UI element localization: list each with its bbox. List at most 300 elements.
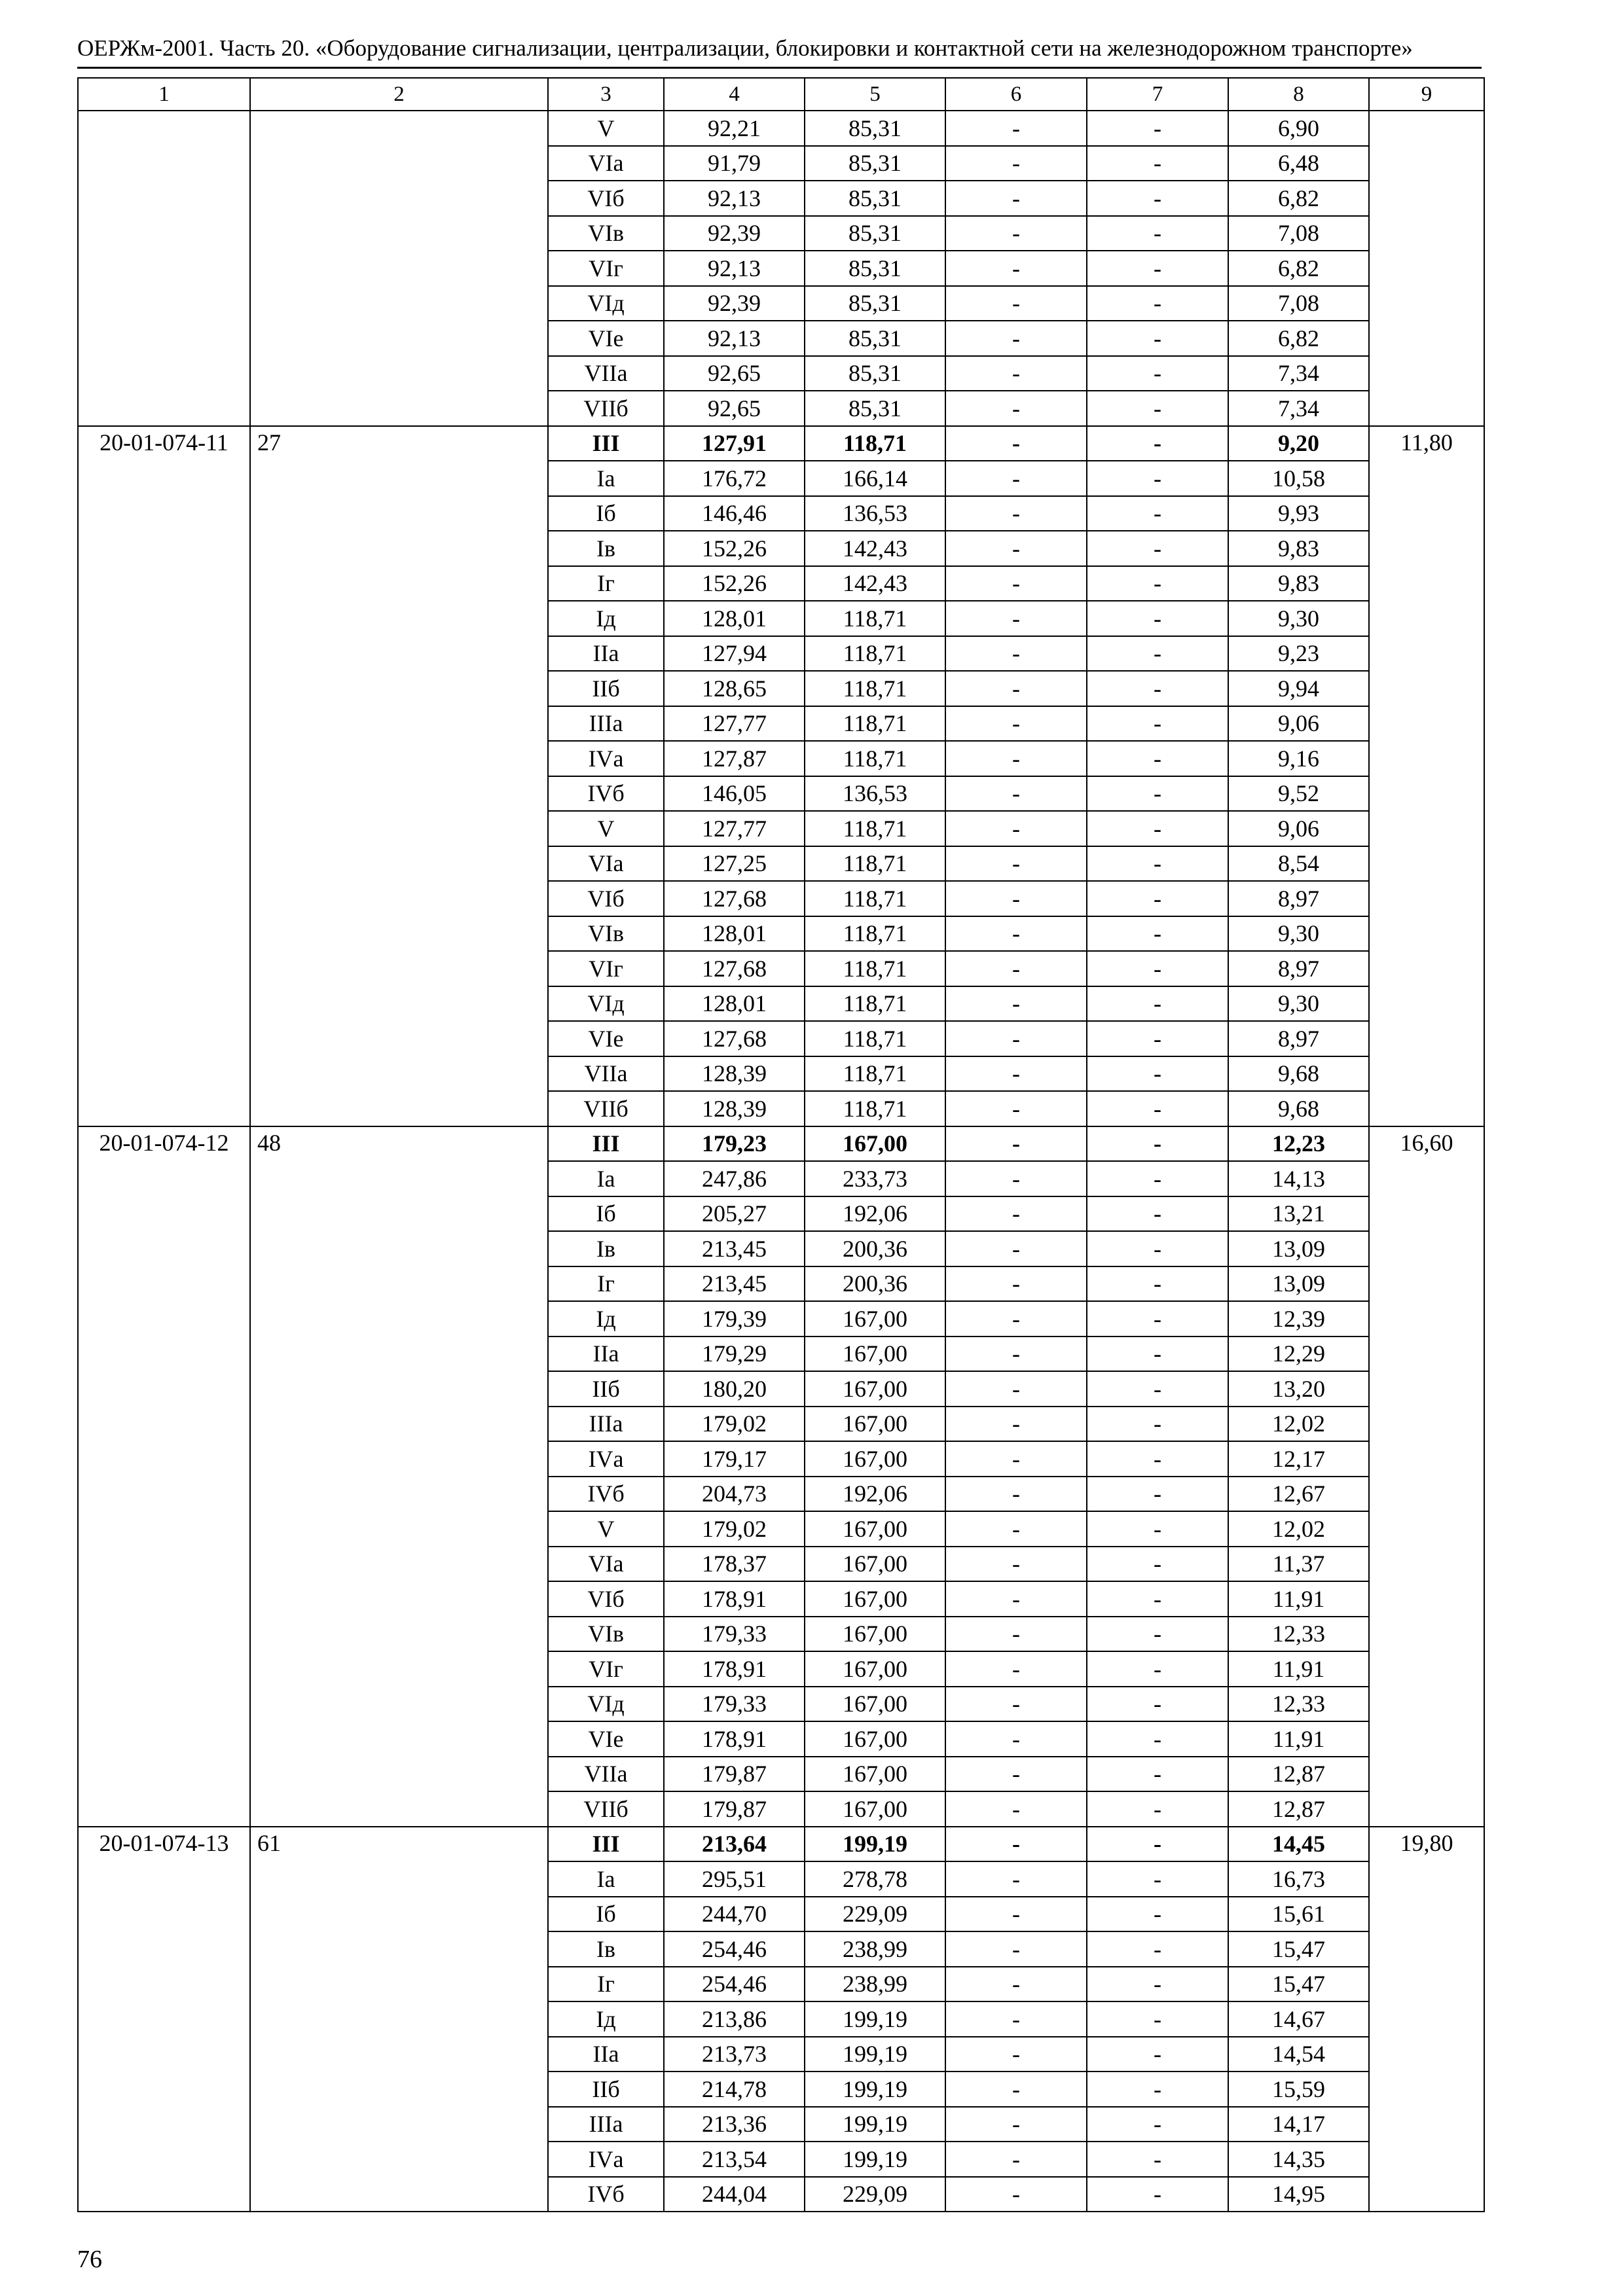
cell-col7: - [1087,1687,1228,1722]
cell-col7: - [1087,1547,1228,1582]
cell-col8: 9,94 [1228,671,1369,706]
cell-col7: - [1087,531,1228,566]
cell-col3: VIб [548,181,664,216]
cell-col5: 192,06 [805,1196,945,1232]
cell-col7: - [1087,1441,1228,1477]
cell-col3: VIа [548,846,664,882]
cell-col6: - [945,1161,1087,1196]
cell-col5: 136,53 [805,496,945,531]
column-number-row [78,78,1484,111]
cell-col8: 12,67 [1228,1477,1369,1512]
cell-col4: 92,39 [664,216,805,251]
cell-col4: 179,29 [664,1336,805,1372]
cell-col3: VIIа [548,356,664,391]
cell-col4: 254,46 [664,1967,805,2002]
column-number-6: 6 [945,78,1087,111]
cell-col3: IVа [548,2142,664,2177]
cell-col4: 92,65 [664,391,805,426]
cell-col6: - [945,251,1087,286]
cell-col6: - [945,1301,1087,1336]
table-body [78,78,1484,2212]
cell-col7: - [1087,1477,1228,1512]
cell-col6: - [945,1231,1087,1266]
cell-col5: 85,31 [805,216,945,251]
cell-col5: 167,00 [805,1791,945,1827]
cell-col6: - [945,1511,1087,1547]
cell-col3: V [548,1511,664,1547]
cell-col8: 15,47 [1228,1931,1369,1967]
cell-col6: - [945,391,1087,426]
cell-col3: Iд [548,601,664,636]
cell-col3: IIIа [548,2107,664,2142]
cell-col3: IIб [548,2072,664,2107]
cell-col5: 85,31 [805,356,945,391]
cell-col3: Iг [548,1266,664,1302]
cell-col7: - [1087,566,1228,601]
cell-col4: 127,68 [664,951,805,986]
cell-col6: - [945,951,1087,986]
cell-col7: - [1087,1266,1228,1302]
cell-col6: - [945,636,1087,672]
cell-col4: 179,02 [664,1407,805,1442]
cell-col4: 91,79 [664,146,805,181]
cell-col6: - [945,1931,1087,1967]
rates-table [77,77,1485,2212]
cell-col6: - [945,916,1087,952]
cell-col4: 213,36 [664,2107,805,2142]
cell-col3: IVб [548,776,664,812]
cell-col5: 167,00 [805,1757,945,1792]
cell-col5: 167,00 [805,1301,945,1336]
cell-col8: 12,39 [1228,1301,1369,1336]
cell-col7: - [1087,1931,1228,1967]
cell-col8: 7,34 [1228,391,1369,426]
cell-col8: 9,20 [1228,426,1369,461]
cell-col8: 11,91 [1228,1651,1369,1687]
col9-cell-empty [1369,111,1484,426]
cell-col7: - [1087,1757,1228,1792]
cell-col7: - [1087,1021,1228,1056]
cell-col7: - [1087,986,1228,1022]
cell-col5: 199,19 [805,2142,945,2177]
cell-col3: VIIа [548,1757,664,1792]
cell-col3: IVб [548,2177,664,2212]
cell-col7: - [1087,2177,1228,2212]
cell-col8: 14,54 [1228,2037,1369,2072]
cell-col3: III [548,1126,664,1162]
cell-col4: 179,87 [664,1791,805,1827]
cell-col3: VIг [548,1651,664,1687]
cell-col5: 118,71 [805,811,945,846]
cell-col6: - [945,181,1087,216]
cell-col8: 13,20 [1228,1371,1369,1407]
cell-col3: Iг [548,1967,664,2002]
cell-col4: 146,46 [664,496,805,531]
cell-col7: - [1087,1651,1228,1687]
cell-col4: 213,54 [664,2142,805,2177]
cell-col6: - [945,531,1087,566]
cell-col3: VIд [548,286,664,321]
cell-col4: 127,25 [664,846,805,882]
rate-col9: 16,60 [1369,1126,1484,1827]
cell-col6: - [945,1687,1087,1722]
cell-col7: - [1087,216,1228,251]
cell-col4: 152,26 [664,531,805,566]
page-number: 76 [77,2246,102,2273]
rate-code: 20-01-074-12 [78,1126,250,1827]
cell-col7: - [1087,1301,1228,1336]
cell-col4: 146,05 [664,776,805,812]
cell-col4: 92,65 [664,356,805,391]
cell-col7: - [1087,1126,1228,1162]
cell-col4: 247,86 [664,1161,805,1196]
cell-col6: - [945,566,1087,601]
cell-col6: - [945,1371,1087,1407]
cell-col3: Iв [548,1231,664,1266]
column-number-2: 2 [250,78,548,111]
cell-col6: - [945,1721,1087,1757]
cell-col3: IIб [548,1371,664,1407]
cell-col3: VIв [548,916,664,952]
cell-col5: 118,71 [805,846,945,882]
cell-col3: V [548,811,664,846]
cell-col5: 167,00 [805,1126,945,1162]
cell-col6: - [945,216,1087,251]
cell-col5: 200,36 [805,1266,945,1302]
cell-col7: - [1087,1091,1228,1126]
cell-col6: - [945,1056,1087,1092]
cell-col7: - [1087,741,1228,776]
cell-col8: 12,29 [1228,1336,1369,1372]
cell-col6: - [945,1266,1087,1302]
cell-col6: - [945,286,1087,321]
cell-col5: 118,71 [805,1056,945,1092]
cell-col3: Iв [548,531,664,566]
cell-col8: 9,30 [1228,986,1369,1022]
cell-col6: - [945,2072,1087,2107]
cell-col5: 85,31 [805,111,945,146]
cell-col4: 127,87 [664,741,805,776]
col2-cell-empty [250,111,548,426]
cell-col6: - [945,1827,1087,1862]
cell-col4: 152,26 [664,566,805,601]
cell-col8: 7,08 [1228,286,1369,321]
cell-col7: - [1087,916,1228,952]
cell-col3: IVа [548,741,664,776]
cell-col6: - [945,2142,1087,2177]
cell-col8: 7,34 [1228,356,1369,391]
cell-col5: 233,73 [805,1161,945,1196]
cell-col6: - [945,321,1087,356]
cell-col6: - [945,1967,1087,2002]
cell-col4: 179,02 [664,1511,805,1547]
cell-col8: 9,30 [1228,916,1369,952]
cell-col7: - [1087,1967,1228,2002]
cell-col8: 13,09 [1228,1266,1369,1302]
cell-col4: 179,33 [664,1687,805,1722]
cell-col5: 199,19 [805,2072,945,2107]
cell-col3: III [548,1827,664,1862]
cell-col6: - [945,741,1087,776]
cell-col5: 167,00 [805,1651,945,1687]
cell-col7: - [1087,1511,1228,1547]
cell-col3: IIа [548,1336,664,1372]
cell-col6: - [945,2177,1087,2212]
cell-col7: - [1087,846,1228,882]
cell-col5: 167,00 [805,1336,945,1372]
cell-col3: Iв [548,1931,664,1967]
cell-col5: 167,00 [805,1547,945,1582]
cell-col8: 9,52 [1228,776,1369,812]
cell-col5: 199,19 [805,2001,945,2037]
cell-col6: - [945,1336,1087,1372]
column-number-4: 4 [664,78,805,111]
cell-col6: - [945,1897,1087,1932]
cell-col8: 15,59 [1228,2072,1369,2107]
cell-col6: - [945,881,1087,916]
cell-col4: 92,13 [664,321,805,356]
cell-col5: 167,00 [805,1721,945,1757]
cell-col7: - [1087,1371,1228,1407]
cell-col4: 178,37 [664,1547,805,1582]
cell-col8: 16,73 [1228,1861,1369,1897]
cell-col5: 118,71 [805,1091,945,1126]
cell-col8: 12,17 [1228,1441,1369,1477]
cell-col4: 204,73 [664,1477,805,1512]
cell-col8: 12,33 [1228,1687,1369,1722]
cell-col6: - [945,846,1087,882]
cell-col8: 12,87 [1228,1791,1369,1827]
cell-col4: 176,72 [664,461,805,496]
cell-col5: 167,00 [805,1581,945,1617]
cell-col8: 14,67 [1228,2001,1369,2037]
cell-col5: 167,00 [805,1371,945,1407]
cell-col8: 11,37 [1228,1547,1369,1582]
cell-col8: 10,58 [1228,461,1369,496]
column-number-5: 5 [805,78,945,111]
cell-col7: - [1087,426,1228,461]
cell-col6: - [945,1757,1087,1792]
cell-col4: 295,51 [664,1861,805,1897]
cell-col7: - [1087,391,1228,426]
cell-col8: 9,23 [1228,636,1369,672]
cell-col3: VIг [548,951,664,986]
cell-col7: - [1087,286,1228,321]
cell-col7: - [1087,1617,1228,1652]
cell-col8: 14,17 [1228,2107,1369,2142]
cell-col7: - [1087,146,1228,181]
cell-col5: 199,19 [805,2037,945,2072]
cell-col8: 12,02 [1228,1511,1369,1547]
cell-col7: - [1087,1827,1228,1862]
cell-col3: VIIа [548,1056,664,1092]
cell-col5: 118,71 [805,881,945,916]
cell-col8: 6,82 [1228,321,1369,356]
cell-col8: 8,97 [1228,1021,1369,1056]
rate-code: 20-01-074-13 [78,1827,250,2212]
cell-col7: - [1087,1861,1228,1897]
cell-col6: - [945,1791,1087,1827]
cell-col7: - [1087,671,1228,706]
cell-col8: 13,21 [1228,1196,1369,1232]
cell-col7: - [1087,251,1228,286]
cell-col5: 238,99 [805,1931,945,1967]
cell-col6: - [945,811,1087,846]
cell-col3: Iд [548,2001,664,2037]
cell-col8: 9,83 [1228,531,1369,566]
cell-col4: 213,86 [664,2001,805,2037]
cell-col5: 118,71 [805,951,945,986]
cell-col3: Iд [548,1301,664,1336]
cell-col6: - [945,706,1087,742]
column-number-3: 3 [548,78,664,111]
cell-col3: VIа [548,1547,664,1582]
cell-col3: VIе [548,1721,664,1757]
cell-col3: IIа [548,2037,664,2072]
cell-col8: 8,54 [1228,846,1369,882]
column-number-1: 1 [78,78,250,111]
cell-col8: 8,97 [1228,951,1369,986]
cell-col8: 6,90 [1228,111,1369,146]
cell-col5: 229,09 [805,2177,945,2212]
cell-col6: - [945,1126,1087,1162]
cell-col6: - [945,1861,1087,1897]
cell-col5: 118,71 [805,986,945,1022]
cell-col8: 9,16 [1228,741,1369,776]
table-row [78,426,1484,461]
cell-col4: 128,65 [664,671,805,706]
cell-col4: 180,20 [664,1371,805,1407]
cell-col4: 213,45 [664,1231,805,1266]
cell-col7: - [1087,706,1228,742]
cell-col3: VIг [548,251,664,286]
cell-col5: 200,36 [805,1231,945,1266]
cell-col7: - [1087,111,1228,146]
cell-col5: 118,71 [805,636,945,672]
cell-col5: 85,31 [805,321,945,356]
cell-col5: 85,31 [805,146,945,181]
cell-col7: - [1087,321,1228,356]
cell-col5: 167,00 [805,1687,945,1722]
cell-col5: 199,19 [805,1827,945,1862]
cell-col7: - [1087,1196,1228,1232]
cell-col7: - [1087,1407,1228,1442]
cell-col6: - [945,1581,1087,1617]
cell-col6: - [945,1091,1087,1126]
cell-col4: 213,45 [664,1266,805,1302]
cell-col4: 128,39 [664,1056,805,1092]
cell-col7: - [1087,1231,1228,1266]
cell-col7: - [1087,1336,1228,1372]
cell-col7: - [1087,636,1228,672]
cell-col5: 199,19 [805,2107,945,2142]
cell-col6: - [945,146,1087,181]
cell-col5: 192,06 [805,1477,945,1512]
cell-col8: 11,91 [1228,1721,1369,1757]
cell-col6: - [945,1477,1087,1512]
cell-col8: 9,68 [1228,1091,1369,1126]
cell-col8: 14,45 [1228,1827,1369,1862]
cell-col3: VIIб [548,391,664,426]
cell-col6: - [945,671,1087,706]
cell-col4: 179,33 [664,1617,805,1652]
cell-col3: VIIб [548,1791,664,1827]
cell-col5: 118,71 [805,671,945,706]
cell-col3: Iг [548,566,664,601]
cell-col7: - [1087,1897,1228,1932]
cell-col4: 92,21 [664,111,805,146]
cell-col6: - [945,2001,1087,2037]
cell-col5: 142,43 [805,566,945,601]
cell-col7: - [1087,776,1228,812]
cell-col8: 9,30 [1228,601,1369,636]
cell-col4: 127,77 [664,706,805,742]
cell-col3: III [548,426,664,461]
cell-col5: 85,31 [805,181,945,216]
cell-col8: 9,06 [1228,706,1369,742]
cell-col7: - [1087,461,1228,496]
cell-col7: - [1087,496,1228,531]
cell-col4: 244,04 [664,2177,805,2212]
cell-col4: 127,77 [664,811,805,846]
cell-col7: - [1087,1056,1228,1092]
cell-col8: 9,93 [1228,496,1369,531]
cell-col4: 127,94 [664,636,805,672]
cell-col3: IIб [548,671,664,706]
cell-col8: 11,91 [1228,1581,1369,1617]
cell-col5: 167,00 [805,1617,945,1652]
cell-col7: - [1087,2037,1228,2072]
cell-col8: 6,48 [1228,146,1369,181]
rate-code: 20-01-074-11 [78,426,250,1126]
cell-col3: IIа [548,636,664,672]
cell-col5: 118,71 [805,601,945,636]
cell-col6: - [945,1021,1087,1056]
column-number-8: 8 [1228,78,1369,111]
cell-col4: 128,39 [664,1091,805,1126]
cell-col6: - [945,1407,1087,1442]
cell-col4: 127,68 [664,1021,805,1056]
cell-col4: 92,13 [664,181,805,216]
cell-col7: - [1087,881,1228,916]
cell-col3: VIIб [548,1091,664,1126]
cell-col7: - [1087,1161,1228,1196]
cell-col6: - [945,496,1087,531]
cell-col5: 85,31 [805,251,945,286]
cell-col3: VIв [548,216,664,251]
cell-col4: 127,91 [664,426,805,461]
cell-col4: 244,70 [664,1897,805,1932]
rate-col2: 48 [250,1126,548,1827]
cell-col3: Iа [548,1161,664,1196]
cell-col6: - [945,2037,1087,2072]
cell-col5: 136,53 [805,776,945,812]
cell-col6: - [945,426,1087,461]
cell-col3: IIIа [548,706,664,742]
cell-col4: 179,39 [664,1301,805,1336]
cell-col7: - [1087,1581,1228,1617]
cell-col8: 13,09 [1228,1231,1369,1266]
cell-col3: VIа [548,146,664,181]
rate-col2: 27 [250,426,548,1126]
cell-col7: - [1087,2142,1228,2177]
cell-col4: 92,13 [664,251,805,286]
cell-col7: - [1087,1721,1228,1757]
cell-col5: 238,99 [805,1967,945,2002]
table-row [78,111,1484,146]
cell-col6: - [945,1441,1087,1477]
cell-col5: 118,71 [805,426,945,461]
